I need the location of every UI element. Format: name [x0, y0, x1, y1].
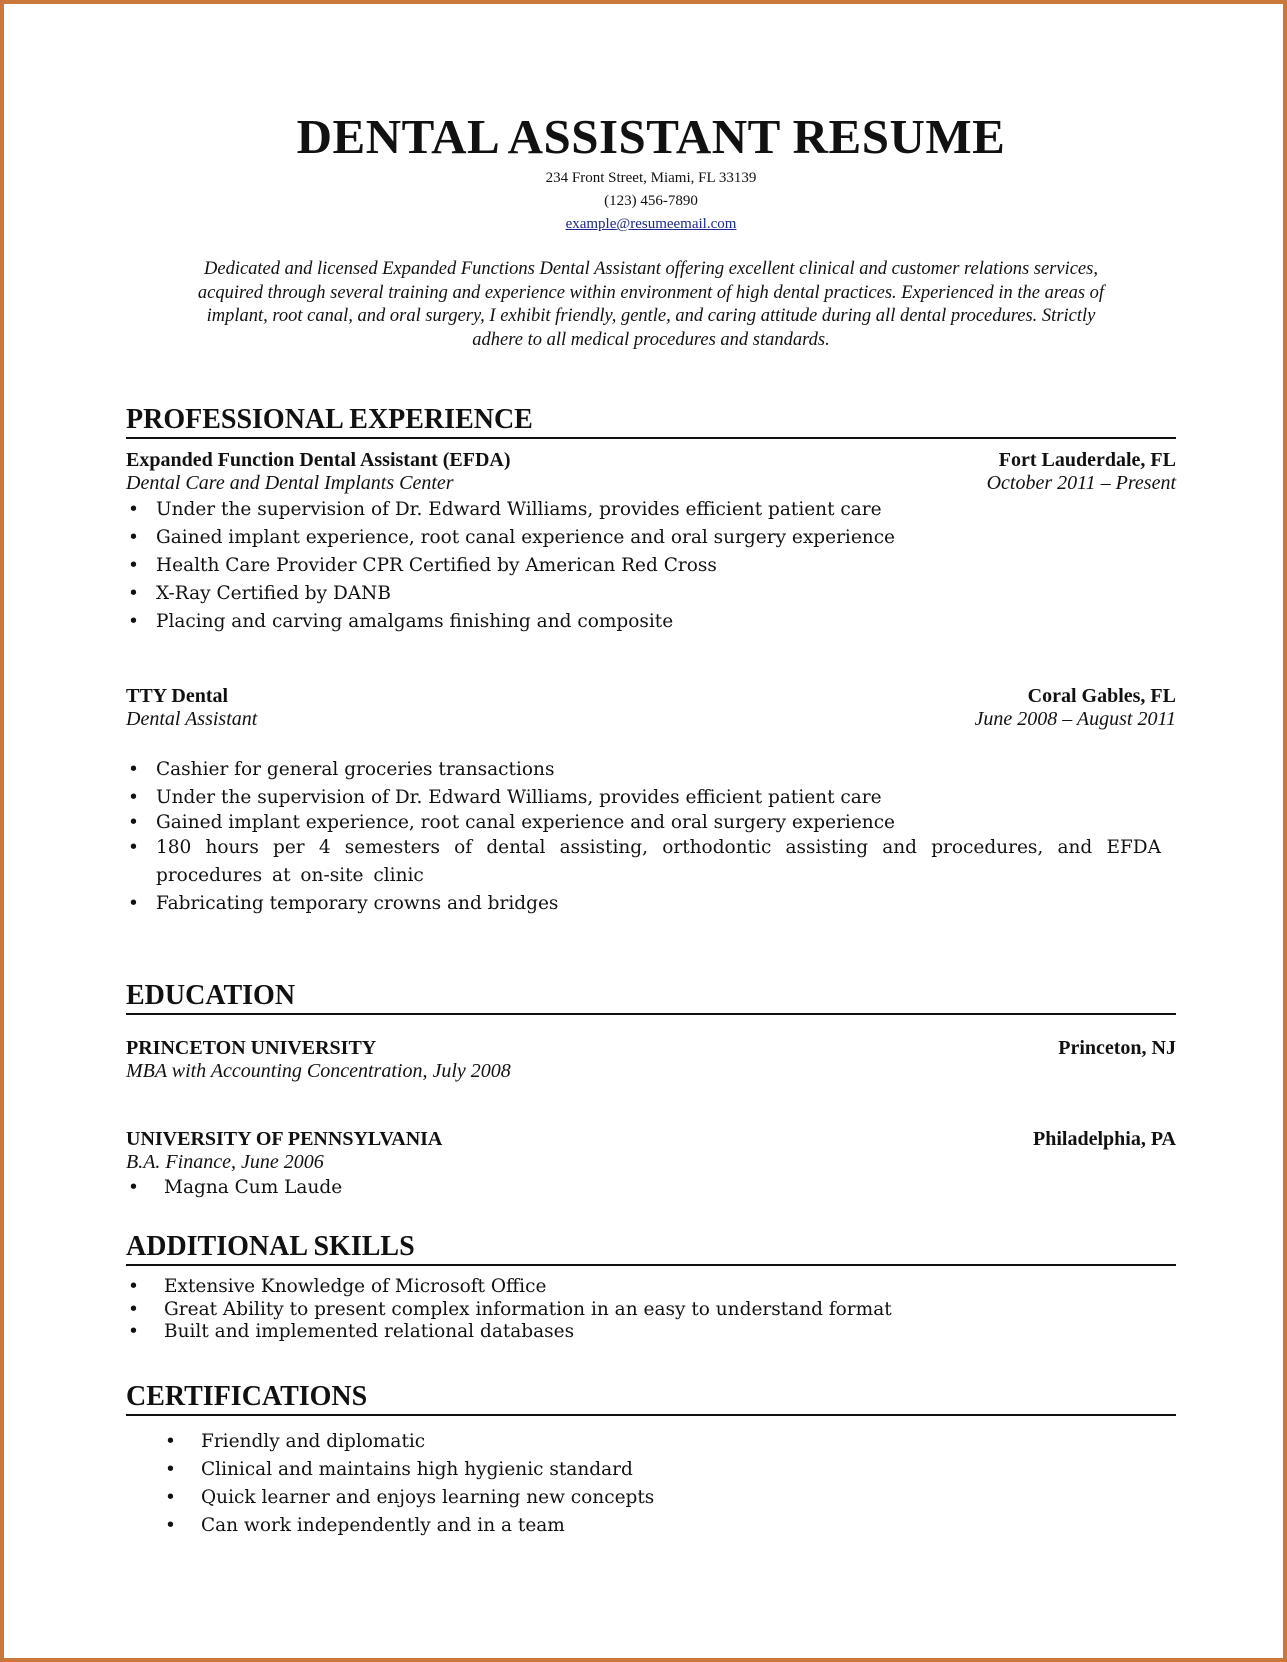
school-name: UNIVERSITY OF PENNSYLVANIA: [126, 1128, 443, 1150]
list-item: • Cashier for general groceries transactions: [128, 759, 555, 780]
job-location: Coral Gables, FL: [1027, 685, 1176, 707]
job-employer: Dental Care and Dental Implants Center: [126, 472, 454, 494]
list-item: • Can work independently and in a team: [165, 1515, 565, 1536]
school-location: Princeton, NJ: [1058, 1037, 1176, 1059]
school-honors-list: [128, 1177, 1064, 1200]
skills-list: [128, 1276, 1114, 1344]
certifications-list: [165, 1428, 1101, 1540]
job-title: TTY Dental: [126, 685, 229, 707]
job-bullet-list: [128, 756, 1161, 918]
education-heading: EDUCATION: [126, 980, 1176, 1015]
experience-heading: PROFESSIONAL EXPERIENCE: [126, 404, 1176, 439]
list-item: • 180 hours per 4 semesters of dental assisting, orthodontic assisting and procedures, and EFDA procedures at on-site clinic: [128, 837, 1161, 886]
list-item: • Extensive Knowledge of Microsoft Office: [128, 1276, 547, 1297]
skills-heading: ADDITIONAL SKILLS: [126, 1231, 1176, 1266]
certifications-heading: CERTIFICATIONS: [126, 1381, 1176, 1416]
job-location: Fort Lauderdale, FL: [998, 449, 1176, 471]
contact-email-link[interactable]: example@resumeemail.com: [565, 216, 737, 232]
summary-line: acquired through several training and experience within environment of high dental practices. Experienced in the areas of: [197, 282, 1105, 303]
list-item: • Fabricating temporary crowns and bridges: [128, 893, 559, 914]
list-item: • Magna Cum Laude: [128, 1177, 343, 1198]
job-title: Expanded Function Dental Assistant (EFDA): [126, 449, 511, 471]
list-item: • Placing and carving amalgams finishing and composite: [128, 611, 674, 632]
summary-line: Dedicated and licensed Expanded Functions Dental Assistant offering excellent clinical and customer relations services,: [204, 259, 1098, 279]
list-item: • Under the supervision of Dr. Edward Williams, provides efficient patient care: [128, 499, 882, 520]
contact-address: 234 Front Street, Miami, FL 33139: [545, 170, 757, 186]
summary-paragraph: [126, 258, 1176, 352]
summary-line: adhere to all medical procedures and standards.: [472, 329, 830, 350]
list-item: • Built and implemented relational databases: [128, 1321, 575, 1342]
list-item: • Under the supervision of Dr. Edward Williams, provides efficient patient care: [128, 787, 882, 808]
list-item: • Gained implant experience, root canal experience and oral surgery experience: [128, 527, 896, 548]
list-item: • Gained implant experience, root canal experience and oral surgery experience: [128, 812, 896, 833]
job-employer: Dental Assistant: [126, 708, 258, 730]
job-bullet-list: [128, 496, 1156, 636]
list-item: • X-Ray Certified by DANB: [128, 583, 391, 604]
list-item: • Clinical and maintains high hygienic standard: [165, 1459, 633, 1480]
list-item: • Health Care Provider CPR Certified by American Red Cross: [128, 555, 717, 576]
contact-phone: (123) 456-7890: [604, 193, 698, 209]
summary-line: implant, root canal, and oral surgery, I exhibit friendly, gentle, and caring attitude during all dental procedures. Strictly: [206, 306, 1096, 326]
school-degree: MBA with Accounting Concentration, July 2008: [126, 1060, 511, 1082]
job-dates: October 2011 – Present: [986, 472, 1176, 494]
school-degree: B.A. Finance, June 2006: [126, 1151, 324, 1173]
list-item: • Great Ability to present complex information in an easy to understand format: [128, 1298, 892, 1320]
job-dates: June 2008 – August 2011: [974, 708, 1176, 730]
list-item: • Friendly and diplomatic: [165, 1431, 426, 1452]
resume-title: DENTAL ASSISTANT RESUME: [296, 109, 1006, 164]
school-name: PRINCETON UNIVERSITY: [126, 1037, 377, 1059]
school-location: Philadelphia, PA: [1033, 1128, 1176, 1150]
list-item: • Quick learner and enjoys learning new concepts: [165, 1487, 655, 1508]
